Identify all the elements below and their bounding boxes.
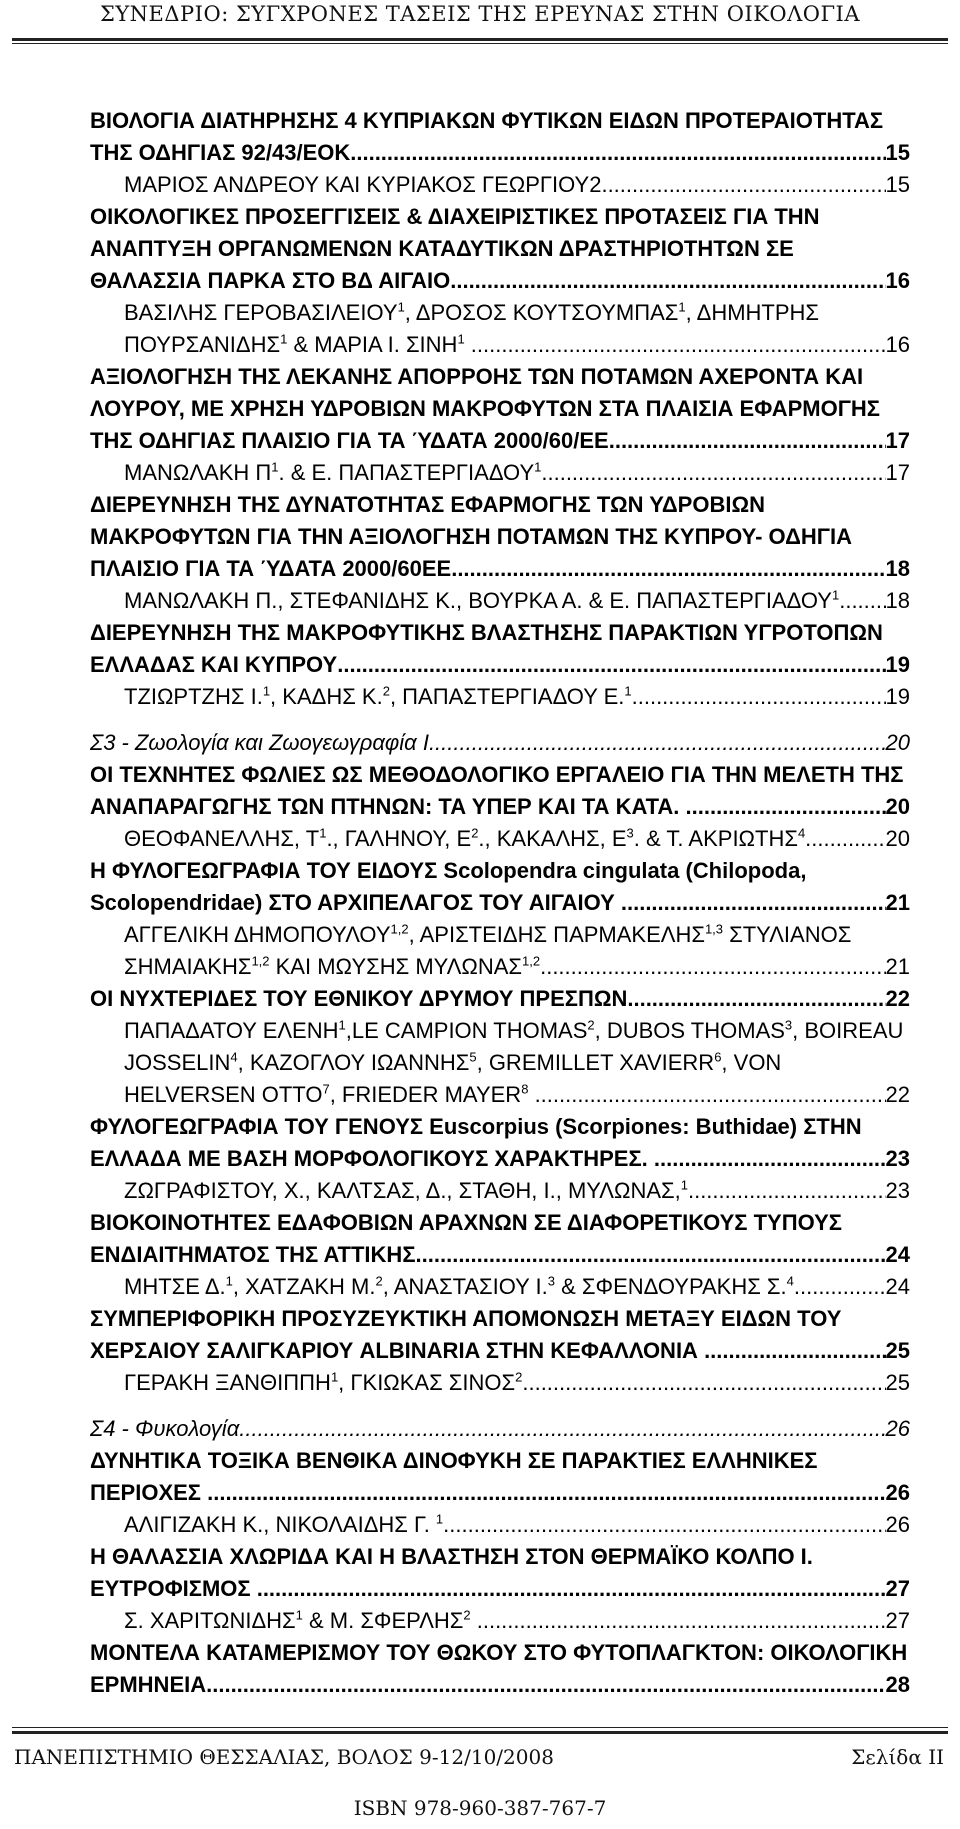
page-footer bbox=[14, 1745, 944, 1769]
toc-authors-entry[interactable] bbox=[90, 1271, 910, 1303]
authors-line: ΜΑΝΩΛΑΚΗ Π., ΣΤΕΦΑΝΙΔΗΣ Κ., ΒΟΥΡΚΑ Α. & Ε. ΠΑΠΑΣΤΕΡΓΙΑΔΟΥ$^1$ bbox=[124, 587, 840, 613]
title-line: ΤΗΣ ΟΔΗΓΙΑΣ ΠΛΑΙΣΙΟ ΓΙΑ ΤΑ ΎΔΑΤΑ 2000/60/ΕΕ bbox=[90, 428, 609, 453]
toc-title-entry[interactable] bbox=[90, 1207, 910, 1271]
title-line: ΛΟΥΡΟΥ, ΜΕ ΧΡΗΣΗ ΥΔΡΟΒΙΩΝ ΜΑΚΡΟΦΥΤΩΝ ΣΤΑ ΠΛΑΙΣΙΑ ΕΦΑΡΜΟΓΗΣ bbox=[90, 396, 881, 421]
toc-title-entry[interactable] bbox=[90, 617, 910, 681]
toc-authors-entry[interactable] bbox=[90, 169, 910, 201]
authors-line: ΑΓΓΕΛΙΚΗ ΔΗΜΟΠΟΥΛΟΥ$^{1,2}$, ΑΡΙΣΤΕΙΔΗΣ ΠΑΡΜΑΚΕΛΗΣ$^{1,3}$ ΣΤΥΛΙΑΝΟΣ bbox=[124, 921, 852, 947]
page-number: 26 bbox=[885, 1480, 910, 1505]
title-line: ΧΕΡΣΑΙΟΥ ΣΑΛΙΓΚΑΡΙΟΥ ALBINARIA ΣΤΗΝ ΚΕΦΑΛΛΟΝΙΑ bbox=[90, 1338, 705, 1363]
toc-title-entry[interactable] bbox=[90, 1445, 910, 1509]
page-number: 19 bbox=[885, 684, 910, 709]
title-line: ΕΛΛΑΔΑΣ ΚΑΙ ΚΥΠΡΟΥ bbox=[90, 652, 338, 677]
title-line: ΟΙ ΤΕΧΝΗΤΕΣ ΦΩΛΙΕΣ ΩΣ ΜΕΘΟΔΟΛΟΓΙΚΟ ΕΡΓΑΛΕΙΟ ΓΙΑ ΤΗΝ ΜΕΛΕΤΗ ΤΗΣ bbox=[90, 762, 904, 787]
toc-authors-entry[interactable] bbox=[90, 1509, 910, 1541]
toc-authors-entry[interactable] bbox=[90, 919, 910, 983]
title-line: ΑΝΑΠΤΥΞΗ ΟΡΓΑΝΩΜΕΝΩΝ ΚΑΤΑΔΥΤΙΚΩΝ ΔΡΑΣΤΗΡΙΟΤΗΤΩΝ ΣΕ bbox=[90, 236, 794, 261]
page-number: 23 bbox=[885, 1146, 910, 1171]
title-line: ΠΕΡΙΟΧΕΣ bbox=[90, 1480, 208, 1505]
title-line: ΔΙΕΡΕΥΝΗΣΗ ΤΗΣ ΔΥΝΑΤΟΤΗΤΑΣ ΕΦΑΡΜΟΓΗΣ ΤΩΝ ΥΔΡΟΒΙΩΝ bbox=[90, 492, 765, 517]
authors-line: ΜΑΝΩΛΑΚΗ $\Pi^1$. & Ε. ΠΑΠΑΣΤΕΡΓΙΑΔΟΥ$^1$ bbox=[124, 459, 542, 485]
toc-title-entry[interactable] bbox=[90, 105, 910, 169]
toc-authors-entry[interactable] bbox=[90, 1015, 910, 1111]
running-header: ΣΥΝΕΔΡΙΟ: ΣΥΓΧΡΟΝΕΣ ΤΑΣΕΙΣ ΤΗΣ ΕΡΕΥΝΑΣ ΣΤΗΝ ΟΙΚΟΛΟΓΙΑ bbox=[99, 2, 861, 26]
toc-title-entry[interactable] bbox=[90, 1637, 910, 1701]
toc-authors-entry[interactable] bbox=[90, 1605, 910, 1637]
title-line: ΒΙΟΛΟΓΙΑ ΔΙΑΤΗΡΗΣΗΣ 4 ΚΥΠΡΙΑΚΩΝ ΦΥΤΙΚΩΝ ΕΙΔΩΝ ΠΡΟΤΕΡΑΙΟΤΗΤΑΣ bbox=[90, 108, 884, 133]
page-number: 21 bbox=[885, 890, 910, 915]
toc-authors-entry[interactable] bbox=[90, 1367, 910, 1399]
footer-venue: ΠΑΝΕΠΙΣΤΗΜΙΟ ΘΕΣΣΑΛΙΑΣ, ΒΟΛΟΣ 9-12/10/2008 bbox=[14, 1745, 554, 1769]
toc-authors-entry[interactable] bbox=[90, 1175, 910, 1207]
toc-title-entry[interactable] bbox=[90, 489, 910, 585]
toc-authors-entry[interactable] bbox=[90, 457, 910, 489]
authors-line: ΣΗΜΑΙΑΚΗΣ$^{1,2}$ ΚΑΙ ΜΩΥΣΗΣ ΜΥΛΩΝΑΣ$^{1,2}$ bbox=[124, 953, 541, 979]
title-line: ΜΟΝΤΕΛΑ ΚΑΤΑΜΕΡΙΣΜΟΥ ΤΟΥ ΘΩΚΟΥ ΣΤΟ ΦΥΤΟΠΛΑΓΚΤΟΝ: ΟΙΚΟΛΟΓΙΚΗ bbox=[90, 1640, 908, 1665]
title-line: ΒΙΟΚΟΙΝΟΤΗΤΕΣ ΕΔΑΦΟΒΙΩΝ ΑΡΑΧΝΩΝ ΣΕ ΔΙΑΦΟΡΕΤΙΚΟΥΣ ΤΥΠΟΥΣ bbox=[90, 1210, 842, 1235]
page-number: 22 bbox=[885, 1082, 910, 1107]
authors-line: JOSSELIN$^4$, ΚΑΖΟΓΛΟΥ ΙΩΑΝΝΗΣ$^5$, GREMILLET XAVIERR$^6$, VON bbox=[124, 1049, 782, 1075]
toc-title-entry[interactable] bbox=[90, 1541, 910, 1605]
page-number: 21 bbox=[885, 954, 910, 979]
section-title: Σ3 - Ζωολογία και Ζωογεωγραφία Ι bbox=[90, 730, 429, 755]
page-number: 16 bbox=[885, 332, 910, 357]
page-number: 15 bbox=[885, 140, 910, 165]
page-number: 20 bbox=[885, 730, 910, 755]
authors-line: HELVERSEN OTTO$^7$, FRIEDER MAYER$^8$ bbox=[124, 1081, 529, 1107]
page-number: 26 bbox=[885, 1512, 910, 1537]
authors-line: ΠΟΥΡΣΑΝΙΔΗΣ$^1$ & ΜΑΡΙΑ Ι. ΣΙΝΗ$^1$ bbox=[124, 331, 465, 357]
title-line: ΔΙΕΡΕΥΝΗΣΗ ΤΗΣ ΜΑΚΡΟΦΥΤΙΚΗΣ ΒΛΑΣΤΗΣΗΣ ΠΑΡΑΚΤΙΩΝ ΥΓΡΟΤΟΠΩΝ bbox=[90, 620, 883, 645]
footer-rule bbox=[12, 1731, 948, 1734]
title-line: ΕΥΤΡΟΦΙΣΜΟΣ bbox=[90, 1576, 257, 1601]
page-number: 27 bbox=[885, 1576, 910, 1601]
title-line: ΕΛΛΑΔΑ ΜΕ ΒΑΣΗ ΜΟΡΦΟΛΟΓΙΚΟΥΣ ΧΑΡΑΚΤΗΡΕΣ. bbox=[90, 1146, 654, 1171]
title-line: Scolopendridae) ΣΤΟ ΑΡΧΙΠΕΛΑΓΟΣ ΤΟΥ ΑΙΓΑΙΟΥ bbox=[90, 890, 621, 915]
header-rule bbox=[12, 38, 948, 41]
title-line: Η ΘΑΛΑΣΣΙΑ ΧΛΩΡΙΔΑ ΚΑΙ Η ΒΛΑΣΤΗΣΗ ΣΤΟΝ ΘΕΡΜΑΪΚΟ ΚΟΛΠΟ Ι. bbox=[90, 1544, 813, 1569]
page-number: 20 bbox=[885, 794, 910, 819]
title-line: ΘΑΛΑΣΣΙΑ ΠΑΡΚΑ ΣΤΟ ΒΔ ΑΙΓΑΙΟ bbox=[90, 268, 451, 293]
page-number: 18 bbox=[885, 588, 910, 613]
page-number: 16 bbox=[885, 268, 910, 293]
header-rule-thin bbox=[12, 43, 948, 44]
page-number: 23 bbox=[885, 1178, 910, 1203]
authors-line: ΤΖΙΩΡΤΖΗΣ Ι.$^1$, ΚΑΔΗΣ Κ.$^2$, ΠΑΠΑΣΤΕΡΓΙΑΔΟΥ Ε.$^1$ bbox=[124, 683, 632, 709]
page-number: 24 bbox=[885, 1274, 910, 1299]
page-number: 15 bbox=[885, 172, 910, 197]
title-line: ΠΛΑΙΣΙΟ ΓΙΑ ΤΑ ΎΔΑΤΑ 2000/60ΕΕ bbox=[90, 556, 452, 581]
toc-title-entry[interactable] bbox=[90, 201, 910, 297]
toc-title-entry[interactable] bbox=[90, 1111, 910, 1175]
page-number: 28 bbox=[885, 1672, 910, 1697]
authors-line: ΒΑΣΙΛΗΣ ΓΕΡΟΒΑΣΙΛΕΙΟΥ$^1$, ΔΡΟΣΟΣ ΚΟΥΤΣΟΥΜΠΑΣ$^1$, ΔΗΜΗΤΡΗΣ bbox=[124, 299, 820, 325]
page-number: 20 bbox=[885, 826, 910, 851]
authors-line: ΓΕΡΑΚΗ ΞΑΝΘΙΠΠΗ$^1$, ΓΚΙΩΚΑΣ ΣΙΝΟΣ$^2$ bbox=[124, 1369, 523, 1395]
title-line: ΣΥΜΠΕΡΙΦΟΡΙΚΗ ΠΡΟΣΥΖΕΥΚΤΙΚΗ ΑΠΟΜΟΝΩΣΗ ΜΕΤΑΞΥ ΕΙΔΩΝ ΤΟΥ bbox=[90, 1306, 842, 1331]
table-of-contents bbox=[90, 105, 910, 1701]
page-number: 25 bbox=[885, 1370, 910, 1395]
page-number: 17 bbox=[885, 460, 910, 485]
toc-title-entry[interactable] bbox=[90, 1303, 910, 1367]
title-line: ΕΝΔΙΑΙΤΗΜΑΤΟΣ ΤΗΣ ΑΤΤΙΚΗΣ bbox=[90, 1242, 416, 1267]
toc-section-entry[interactable] bbox=[90, 727, 910, 759]
authors-line: ΠΑΠΑΔΑΤΟΥ ΕΛΕΝΗ$^1$,LE CAMPION THOMAS$^2$, DUBOS THOMAS$^3$, BOIREAU bbox=[124, 1017, 904, 1043]
toc-authors-entry[interactable] bbox=[90, 585, 910, 617]
title-line: ΟΙΚΟΛΟΓΙΚΕΣ ΠΡΟΣΕΓΓΙΣΕΙΣ & ΔΙΑΧΕΙΡΙΣΤΙΚΕΣ ΠΡΟΤΑΣΕΙΣ ΓΙΑ ΤΗΝ bbox=[90, 204, 820, 229]
authors-line: ΜΗΤΣΕ Δ.$^1$, ΧΑΤΖΑΚΗ Μ.$^2$, ΑΝΑΣΤΑΣΙΟΥ Ι.$^3$ & ΣΦΕΝΔΟΥΡΑΚΗΣ Σ.$^4$ bbox=[124, 1273, 794, 1299]
page-number: 26 bbox=[885, 1416, 910, 1441]
section-title: Σ4 - Φυκολογία bbox=[90, 1416, 240, 1441]
footer-page-label: Σελίδα II bbox=[851, 1745, 944, 1769]
toc-title-entry[interactable] bbox=[90, 855, 910, 919]
page-number: 22 bbox=[885, 986, 910, 1011]
page-number: 19 bbox=[885, 652, 910, 677]
page-number: 25 bbox=[885, 1338, 910, 1363]
toc-section-entry[interactable] bbox=[90, 1413, 910, 1445]
authors-line: ΜΑΡΙΟΣ ΑΝΔΡΕΟΥ ΚΑΙ ΚΥΡΙΑΚΟΣ ΓΕΩΡΓΙΟΥ2 bbox=[124, 172, 602, 197]
title-line: ΑΝΑΠΑΡΑΓΩΓΗΣ ΤΩΝ ΠΤΗΝΩΝ: ΤΑ ΥΠΕΡ ΚΑΙ ΤΑ ΚΑΤΑ. bbox=[90, 794, 686, 819]
title-line: ΦΥΛΟΓΕΩΓΡΑΦΙΑ ΤΟΥ ΓΕΝΟΥΣ Euscorpius (Scorpiones: Buthidae) ΣΤΗΝ bbox=[90, 1114, 862, 1139]
page-number: 27 bbox=[885, 1608, 910, 1633]
toc-authors-entry[interactable] bbox=[90, 823, 910, 855]
authors-line: ΖΩΓΡΑΦΙΣΤΟΥ, Χ., ΚΑΛΤΣΑΣ, Δ., ΣΤΑΘΗ, Ι., ΜΥΛΩΝΑΣ,$^1$ bbox=[124, 1177, 688, 1203]
toc-title-entry[interactable] bbox=[90, 759, 910, 823]
title-line: Η ΦΥΛΟΓΕΩΓΡΑΦΙΑ ΤΟΥ ΕΙΔΟΥΣ Scolopendra cingulata (Chilopoda, bbox=[90, 858, 807, 883]
toc-authors-entry[interactable] bbox=[90, 681, 910, 713]
page-number: 18 bbox=[885, 556, 910, 581]
toc-authors-entry[interactable] bbox=[90, 297, 910, 361]
title-line: ΤΗΣ ΟΔΗΓΙΑΣ 92/43/ΕΟΚ bbox=[90, 140, 351, 165]
title-line: ΔΥΝΗΤΙΚΑ ΤΟΞΙΚΑ ΒΕΝΘΙΚΑ ΔΙΝΟΦΥΚΗ ΣΕ ΠΑΡΑΚΤΙΕΣ ΕΛΛΗΝΙΚΕΣ bbox=[90, 1448, 818, 1473]
title-line: ΑΞΙΟΛΟΓΗΣΗ ΤΗΣ ΛΕΚΑΝΗΣ ΑΠΟΡΡΟΗΣ ΤΩΝ ΠΟΤΑΜΩΝ ΑΧΕΡΟΝΤΑ ΚΑΙ bbox=[90, 364, 864, 389]
page-number: 24 bbox=[885, 1242, 910, 1267]
toc-title-entry[interactable] bbox=[90, 983, 910, 1015]
title-line: ΕΡΜΗΝΕΙΑ bbox=[90, 1672, 207, 1697]
title-line: ΜΑΚΡΟΦΥΤΩΝ ΓΙΑ ΤΗΝ ΑΞΙΟΛΟΓΗΣΗ ΠΟΤΑΜΩΝ ΤΗΣ ΚΥΠΡΟΥ- ΟΔΗΓΙΑ bbox=[90, 524, 852, 549]
title-line: ΟΙ ΝΥΧΤΕΡΙΔΕΣ ΤΟΥ ΕΘΝΙΚΟΥ ΔΡΥΜΟΥ ΠΡΕΣΠΩΝ bbox=[90, 986, 628, 1011]
footer-rule-thin bbox=[12, 1727, 948, 1728]
isbn-text: ISBN 978-960-387-767-7 bbox=[353, 1796, 607, 1820]
authors-line: ΑΛΙΓΙΖΑΚΗ Κ., ΝΙΚΟΛΑΙΔΗΣ Γ. $^1$ bbox=[124, 1511, 444, 1537]
authors-line: ΘΕΟΦΑΝΕΛΛΗΣ, $T^1$., ΓΑΛΗΝΟΥ, $E^2$., ΚΑΚΑΛΗΣ, $E^3$. & Τ. ΑΚΡΙΩΤΗΣ$^4$ bbox=[124, 825, 806, 851]
authors-line: Σ. ΧΑΡΙΤΩΝΙΔΗΣ$^1$ & Μ. ΣΦΕΡΛΗΣ$^2$ bbox=[124, 1607, 471, 1633]
toc-title-entry[interactable] bbox=[90, 361, 910, 457]
page-number: 17 bbox=[885, 428, 910, 453]
